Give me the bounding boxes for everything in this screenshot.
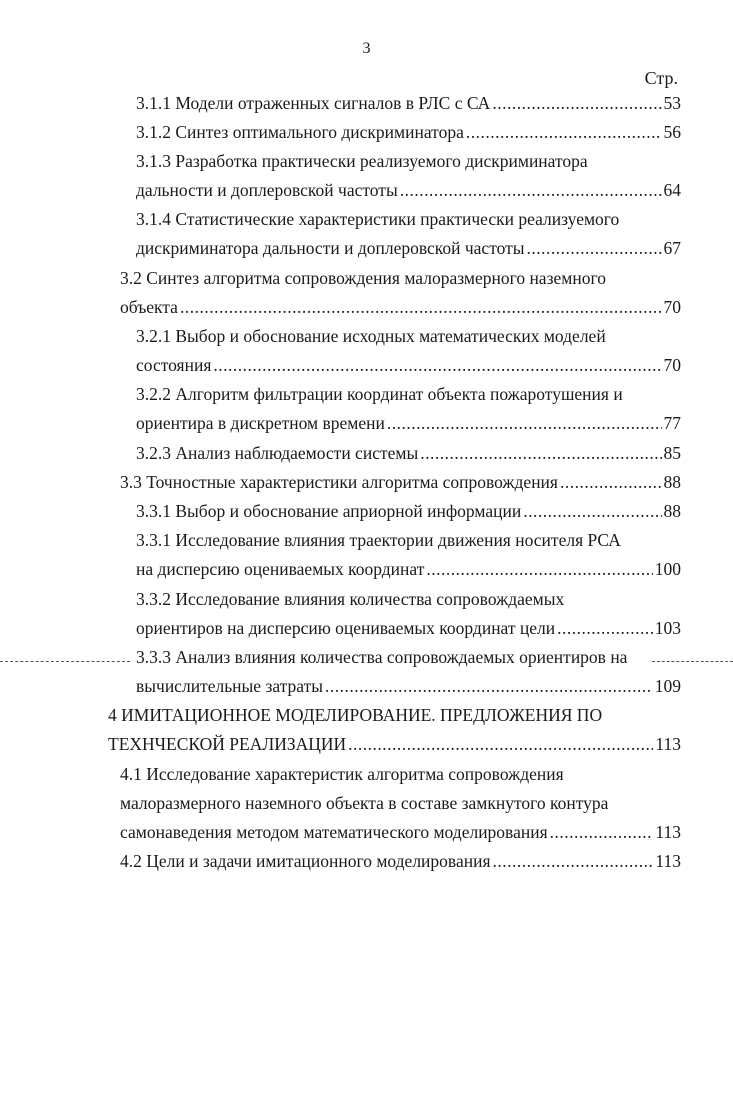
toc-entry: ориентиров на дисперсию оцениваемых координат цели ..... 103 [136, 618, 681, 647]
toc-entry: малоразмерного наземного объекта в составе замкнутого контура [120, 793, 609, 813]
toc-entry: вычислительные затраты ..... 109 [136, 676, 681, 705]
toc-entry: 4.2 Цели и задачи имитационного моделирования ..... 113 [120, 851, 681, 880]
toc-entry: 3.3.1 Выбор и обоснование априорной информации ..... 88 [136, 501, 681, 530]
toc-entry: самонаведения методом математического моделирования ..... 113 [120, 822, 681, 851]
toc-entry: 3.1.3 Разработка практически реализуемого дискриминатора [136, 151, 588, 171]
toc-entry: 3.1.2 Синтез оптимального дискриминатора ..... 56 [136, 122, 681, 151]
toc-entry: 3.3.1 Исследование влияния траектории движения носителя РСА [136, 530, 621, 550]
toc-entry: 3.3.3 Анализ влияния количества сопровождаемых ориентиров на [136, 647, 628, 667]
toc-entry: 3.2 Синтез алгоритма сопровождения малоразмерного наземного [120, 268, 606, 288]
page-number: 3 [362, 40, 371, 57]
toc-entry: 4 ИМИТАЦИОННОЕ МОДЕЛИРОВАНИЕ. ПРЕДЛОЖЕНИЯ ПО [108, 705, 603, 725]
toc-entry: 3.3 Точностные характеристики алгоритма сопровождения ..... 88 [120, 472, 681, 501]
toc-entry: 3.2.1 Выбор и обоснование исходных математических моделей [136, 326, 606, 346]
scan-artifact-line [0, 661, 130, 662]
toc-entry: 3.2.3 Анализ наблюдаемости системы ..... 85 [136, 443, 681, 472]
toc-entry: дискриминатора дальности и доплеровской частоты ..... 67 [136, 238, 681, 267]
toc-entry: ориентира в дискретном времени ..... 77 [136, 413, 681, 442]
toc-entry: 3.1.1 Модели отраженных сигналов в РЛС с СА ..... 53 [136, 93, 681, 122]
scan-artifact-line [652, 661, 733, 662]
toc-entry: 4.1 Исследование характеристик алгоритма сопровождения [120, 764, 564, 784]
toc-entry: объекта ..... 70 [120, 297, 681, 326]
page-column-label: Стр. [644, 68, 678, 88]
toc-entry: дальности и доплеровской частоты ..... 64 [136, 180, 681, 209]
toc-entry: состояния ..... 70 [136, 355, 681, 384]
toc-entry: 3.3.2 Исследование влияния количества сопровождаемых [136, 589, 565, 609]
toc-entry: 3.2.2 Алгоритм фильтрации координат объекта пожаротушения и [136, 384, 623, 404]
toc-entry: ТЕХНЧЕСКОЙ РЕАЛИЗАЦИИ ..... 113 [108, 734, 681, 763]
toc-entry: на дисперсию оцениваемых координат ..... 100 [136, 559, 681, 588]
toc-entry: 3.1.4 Статистические характеристики практически реализуемого [136, 209, 620, 229]
